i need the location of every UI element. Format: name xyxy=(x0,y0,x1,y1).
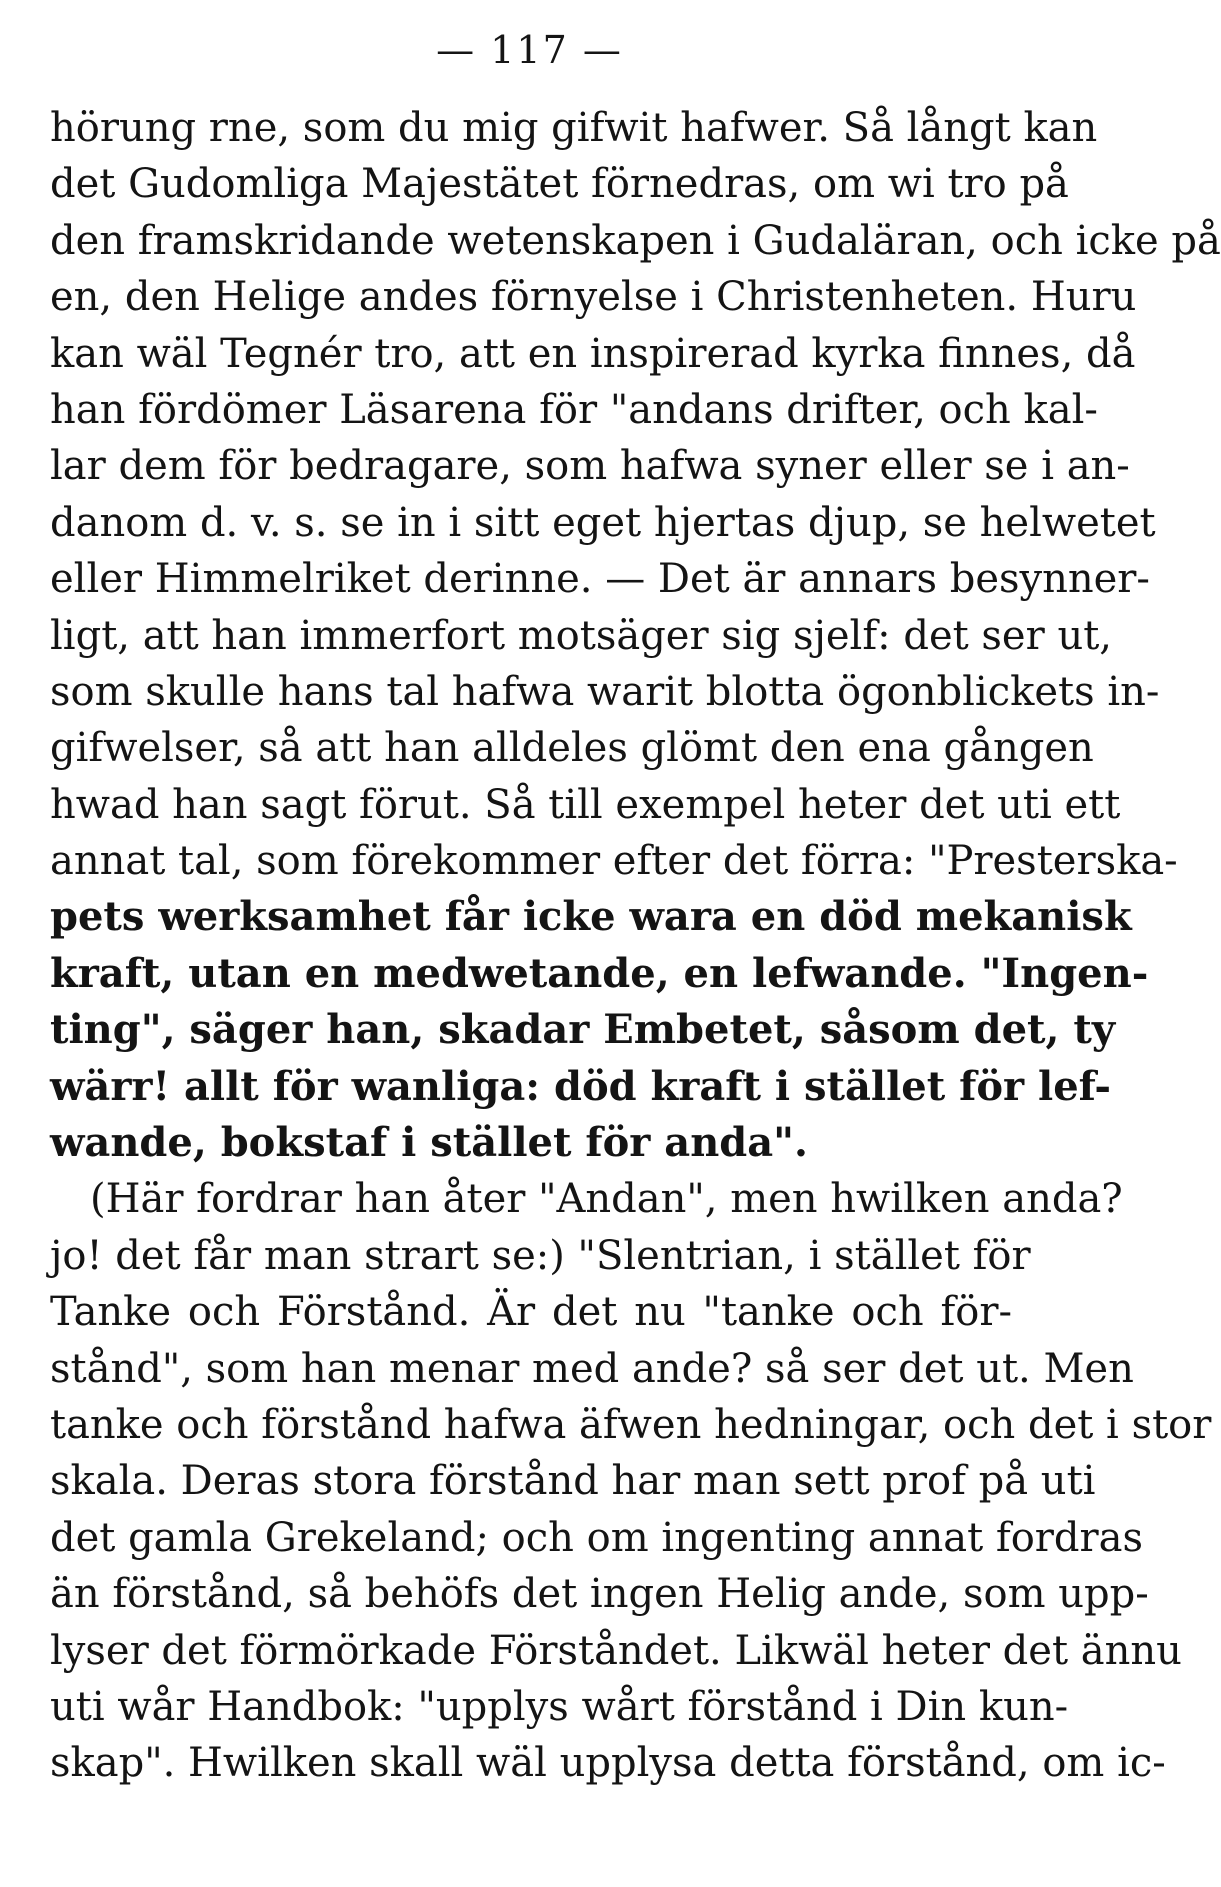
text-line: annat tal, som förekommer efter det förra: "Presterska- xyxy=(50,838,1178,885)
text-line: stånd", som han menar med ande? så ser det ut. Men xyxy=(50,1345,1134,1392)
text-line: ligt, att han immerfort motsäger sig sjelf: det ser ut, xyxy=(50,612,1112,659)
text-line: ting", säger han, skadar Embetet, såsom det, ty xyxy=(50,1006,1116,1054)
text-line: lyser det förmörkade Förståndet. Likwäl heter det ännu xyxy=(50,1627,1182,1674)
text-line: kan wäl Tegnér tro, att en inspirerad kyrka finnes, då xyxy=(50,330,1136,377)
text-line: lar dem för bedragare, som hafwa syner eller se i an- xyxy=(50,443,1130,490)
text-line: den framskridande wetenskapen i Gudaläran, och icke på xyxy=(50,217,1221,264)
text-line: som skulle hans tal hafwa warit blotta ögonblickets in- xyxy=(50,668,1160,715)
text-line: wande, bokstaf i stället för anda". xyxy=(50,1119,808,1167)
text-line: wärr! allt för wanliga: död kraft i stället för lef- xyxy=(50,1062,1112,1110)
text-line: eller Himmelriket derinne. — Det är annars besynner- xyxy=(50,556,1150,603)
text-line: han fördömer Läsarena för "andans drifter, och kal- xyxy=(50,386,1098,433)
text-line: än förstånd, så behöfs det ingen Helig ande, som upp- xyxy=(50,1571,1149,1618)
text-line: skala. Deras stora förstånd har man sett prof på uti xyxy=(50,1458,1096,1505)
text-line: skap". Hwilken skall wäl upplysa detta förstånd, om ic- xyxy=(50,1740,1166,1787)
text-line: (Här fordrar han åter "Andan", men hwilken anda? xyxy=(90,1176,1123,1223)
text-line: det gamla Grekeland; och om ingenting annat fordras xyxy=(50,1514,1144,1561)
text-line: pets werksamhet får icke wara en död mekanisk xyxy=(50,893,1132,941)
text-line: det Gudomliga Majestätet förnedras, om wi tro på xyxy=(50,161,1069,208)
text-line: danom d. v. s. se in i sitt eget hjertas djup, se helwetet xyxy=(50,499,1156,546)
text-line: tanke och förstånd hafwa äfwen hedningar, och det i stor xyxy=(50,1401,1212,1448)
text-line: hwad han sagt förut. Så till exempel heter det uti ett xyxy=(50,781,1121,828)
page-number: — 117 — xyxy=(436,28,623,72)
text-line: Tanke och Förstånd. Är det nu "tanke och för- xyxy=(50,1289,1012,1336)
body-text xyxy=(50,100,1221,1792)
text-line: en, den Helige andes förnyelse i Christenheten. Huru xyxy=(50,274,1137,321)
text-line: hörung rne, som du mig gifwit hafwer. Så långt kan xyxy=(50,105,1098,151)
text-line: jo! det får man strart se:) "Slentrian, i stället för xyxy=(50,1232,1031,1279)
text-line: gifwelser, så att han alldeles glömt den ena gången xyxy=(50,725,1094,772)
text-line: kraft, utan en medwetande, en lefwande. "Ingen- xyxy=(50,949,1149,997)
text-line: uti wår Handbok: "upplys wårt förstånd i Din kun- xyxy=(50,1683,1069,1730)
